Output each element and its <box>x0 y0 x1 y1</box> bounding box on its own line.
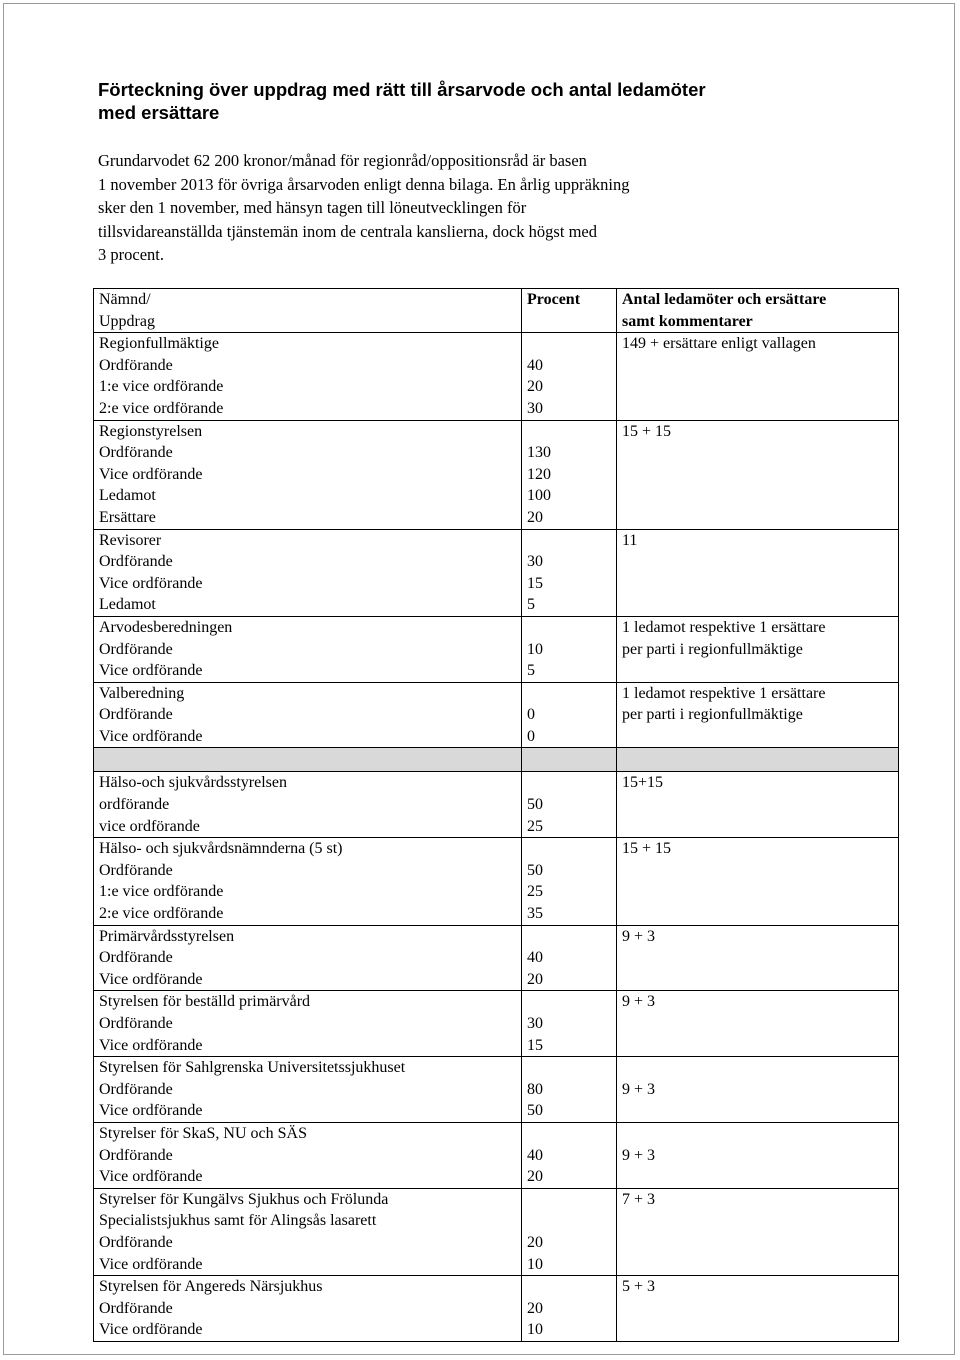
percent-value: 30 <box>527 553 543 571</box>
role-label: Vice ordförande <box>99 574 203 592</box>
page-title <box>98 78 858 124</box>
table-row <box>94 616 899 682</box>
percent-value: 0 <box>527 706 535 724</box>
separator-row <box>94 748 899 772</box>
role-label: Ordförande <box>99 640 173 658</box>
percent-value: 25 <box>527 817 543 835</box>
group-name: Arvodesberedningen <box>99 618 233 636</box>
percent-value: 40 <box>527 356 543 374</box>
header-cell-procent <box>522 289 617 333</box>
group-name: Styrelsen för Angereds Närsjukhus <box>99 1278 323 1296</box>
group-cell <box>94 925 522 991</box>
role-label: Vice ordförande <box>99 727 203 745</box>
header-text: Antal ledamöter och ersättare <box>622 291 827 308</box>
separator-cell <box>617 748 899 772</box>
header-cell-antal <box>617 289 899 333</box>
role-label: Vice ordförande <box>99 1102 203 1120</box>
table-row <box>94 1276 899 1342</box>
comment-text: 15+15 <box>622 774 664 792</box>
role-label: Ersättare <box>99 508 156 526</box>
comment-text: 11 <box>622 531 638 549</box>
role-label: Ordförande <box>99 1080 173 1098</box>
role-label: Ordförande <box>99 706 173 724</box>
comment-text: 7 + 3 <box>622 1190 656 1208</box>
table-header-row <box>94 289 899 333</box>
group-name: Styrelsen för Sahlgrenska Universitetssjukhuset <box>99 1059 406 1077</box>
percent-value: 15 <box>527 1036 543 1054</box>
comment-text: 1 ledamot respektive 1 ersättare <box>622 618 826 636</box>
intro-line: sker den 1 november, med hänsyn tagen till löneutvecklingen för <box>98 198 527 217</box>
group-cell <box>94 1057 522 1123</box>
percent-value: 10 <box>527 1255 543 1273</box>
blank-line <box>527 683 616 705</box>
fee-table <box>93 288 899 1342</box>
role-label: Vice ordförande <box>99 970 203 988</box>
percent-value: 10 <box>527 1321 543 1339</box>
blank-line <box>527 333 616 355</box>
blank-line <box>527 991 616 1013</box>
separator-cell <box>522 748 617 772</box>
role-label: 2:e vice ordförande <box>99 399 224 417</box>
comment-cell <box>617 1276 899 1342</box>
role-label: Ordförande <box>99 444 173 462</box>
group-name: Regionstyrelsen <box>99 422 203 440</box>
separator-cell <box>94 748 522 772</box>
percent-cell <box>522 529 617 616</box>
comment-text: per parti i regionfullmäktige <box>622 640 803 658</box>
blank-line <box>622 1123 898 1145</box>
blank-line <box>527 1189 616 1211</box>
group-name: Regionfullmäktige <box>99 335 219 353</box>
group-cell <box>94 991 522 1057</box>
blank-line <box>527 772 616 794</box>
title-line-1: Förteckning över uppdrag med rätt till årsarvode och antal ledamöter <box>98 79 706 100</box>
group-name: Revisorer <box>99 531 162 549</box>
comment-cell <box>617 772 899 838</box>
percent-cell <box>522 682 617 748</box>
percent-cell <box>522 1122 617 1188</box>
group-name: Specialistsjukhus samt för Alingsås lasarett <box>99 1212 377 1230</box>
comment-cell <box>617 1057 899 1123</box>
group-cell <box>94 1188 522 1275</box>
group-name: Primärvårdsstyrelsen <box>99 927 235 945</box>
percent-cell <box>522 925 617 991</box>
group-name: Hälso- och sjukvårdsnämnderna (5 st) <box>99 840 343 858</box>
role-label: 1:e vice ordförande <box>99 378 224 396</box>
role-label: Vice ordförande <box>99 1255 203 1273</box>
percent-value: 50 <box>527 796 543 814</box>
table-row <box>94 838 899 925</box>
comment-text: 15 + 15 <box>622 422 672 440</box>
comment-cell <box>617 420 899 529</box>
role-label: ordförande <box>99 796 170 814</box>
role-label: 1:e vice ordförande <box>99 883 224 901</box>
percent-cell <box>522 991 617 1057</box>
percent-cell <box>522 420 617 529</box>
blank-line <box>527 1057 616 1079</box>
percent-value: 20 <box>527 1233 543 1251</box>
percent-value: 50 <box>527 1102 543 1120</box>
group-name: Valberedning <box>99 684 185 702</box>
percent-value: 35 <box>527 905 543 923</box>
group-name: Styrelser för Kungälvs Sjukhus och Frölunda <box>99 1190 389 1208</box>
group-cell <box>94 529 522 616</box>
group-name: Hälso-och sjukvårdsstyrelsen <box>99 774 287 792</box>
role-label: Ledamot <box>99 596 156 614</box>
percent-cell <box>522 1188 617 1275</box>
blank-line <box>527 926 616 948</box>
comment-cell <box>617 529 899 616</box>
blank-line <box>622 1057 898 1079</box>
blank-line <box>527 838 616 860</box>
role-label: Vice ordförande <box>99 465 203 483</box>
role-label: Ordförande <box>99 553 173 571</box>
percent-value: 120 <box>527 465 551 483</box>
role-label: Ledamot <box>99 487 156 505</box>
table-row <box>94 1057 899 1123</box>
role-label: Ordförande <box>99 1146 173 1164</box>
percent-value: 5 <box>527 596 535 614</box>
table-row <box>94 333 899 420</box>
percent-value: 50 <box>527 861 543 879</box>
comment-text: 5 + 3 <box>622 1278 656 1296</box>
header-text: Procent <box>527 291 581 308</box>
header-text: Nämnd/ <box>99 291 151 308</box>
blank-line <box>527 530 616 552</box>
percent-value: 10 <box>527 640 543 658</box>
percent-cell <box>522 838 617 925</box>
comment-cell <box>617 682 899 748</box>
table-row <box>94 420 899 529</box>
percent-cell <box>522 616 617 682</box>
comment-cell <box>617 1122 899 1188</box>
table-row <box>94 1188 899 1275</box>
comment-cell <box>617 333 899 420</box>
table-row <box>94 529 899 616</box>
group-cell <box>94 838 522 925</box>
percent-value: 20 <box>527 508 543 526</box>
blank-line <box>527 421 616 443</box>
comment-text: 9 + 3 <box>622 1146 656 1164</box>
comment-text: per parti i regionfullmäktige <box>622 706 803 724</box>
header-cell-uppdrag <box>94 289 522 333</box>
role-label: Ordförande <box>99 949 173 967</box>
percent-value: 40 <box>527 1146 543 1164</box>
role-label: Ordförande <box>99 1015 173 1032</box>
role-label: vice ordförande <box>99 817 200 835</box>
role-label: 2:e vice ordförande <box>99 905 224 923</box>
percent-value: 5 <box>527 662 535 680</box>
blank-line <box>527 1276 616 1298</box>
percent-value: 20 <box>527 1299 543 1317</box>
table-row <box>94 925 899 991</box>
role-label: Ordförande <box>99 356 173 374</box>
blank-line <box>527 1123 616 1145</box>
group-cell <box>94 1122 522 1188</box>
comment-cell <box>617 1188 899 1275</box>
comment-text: 149 + ersättare enligt vallagen <box>622 335 816 353</box>
comment-cell <box>617 925 899 991</box>
intro-line: 1 november 2013 för övriga årsarvoden enligt denna bilaga. En årlig uppräkning <box>98 174 630 194</box>
percent-value: 20 <box>527 970 543 988</box>
percent-cell <box>522 1057 617 1123</box>
header-text: samt kommentarer <box>622 312 753 330</box>
comment-text: 9 + 3 <box>622 993 656 1011</box>
role-label: Ordförande <box>99 1299 173 1317</box>
blank-line <box>527 617 616 639</box>
role-label: Vice ordförande <box>99 1168 203 1186</box>
table-row <box>94 772 899 838</box>
comment-text: 1 ledamot respektive 1 ersättare <box>622 684 826 702</box>
title-line-2: med ersättare <box>98 102 220 123</box>
percent-value: 0 <box>527 727 535 745</box>
group-cell <box>94 333 522 420</box>
group-name: Styrelsen för beställd primärvård <box>99 993 311 1011</box>
percent-value: 80 <box>527 1080 543 1098</box>
percent-value: 20 <box>527 1168 543 1186</box>
comment-text: 9 + 3 <box>622 927 656 945</box>
percent-value: 40 <box>527 949 543 967</box>
intro-line: tillsvidareanställda tjänstemän inom de centrala kanslierna, dock högst med <box>98 221 597 241</box>
percent-value: 20 <box>527 378 543 396</box>
role-label: Vice ordförande <box>99 662 203 680</box>
table-row <box>94 682 899 748</box>
group-cell <box>94 1276 522 1342</box>
percent-value: 15 <box>527 574 543 592</box>
percent-value: 30 <box>527 1015 543 1032</box>
role-label: Vice ordförande <box>99 1036 203 1054</box>
blank-line <box>527 1210 616 1232</box>
percent-value: 30 <box>527 399 543 417</box>
intro-line: Grundarvodet 62 200 kronor/månad för regionråd/oppositionsråd är basen <box>98 151 587 170</box>
percent-cell <box>522 333 617 420</box>
table-row <box>94 1122 899 1188</box>
header-text: Uppdrag <box>99 312 155 330</box>
comment-cell <box>617 838 899 925</box>
role-label: Ordförande <box>99 1233 173 1251</box>
percent-cell <box>522 772 617 838</box>
percent-value: 25 <box>527 883 543 901</box>
comment-text: 15 + 15 <box>622 840 672 858</box>
role-label: Ordförande <box>99 861 173 879</box>
comment-cell <box>617 991 899 1057</box>
percent-value: 100 <box>527 487 551 505</box>
comment-text: 9 + 3 <box>622 1080 656 1098</box>
group-cell <box>94 616 522 682</box>
comment-cell <box>617 616 899 682</box>
group-cell <box>94 420 522 529</box>
group-cell <box>94 682 522 748</box>
intro-paragraph <box>98 149 778 267</box>
role-label: Vice ordförande <box>99 1321 203 1339</box>
table-row <box>94 991 899 1057</box>
group-name: Styrelser för SkaS, NU och SÄS <box>99 1124 307 1142</box>
intro-line: 3 procent. <box>98 245 164 264</box>
percent-cell <box>522 1276 617 1342</box>
percent-value: 130 <box>527 444 551 462</box>
group-cell <box>94 772 522 838</box>
